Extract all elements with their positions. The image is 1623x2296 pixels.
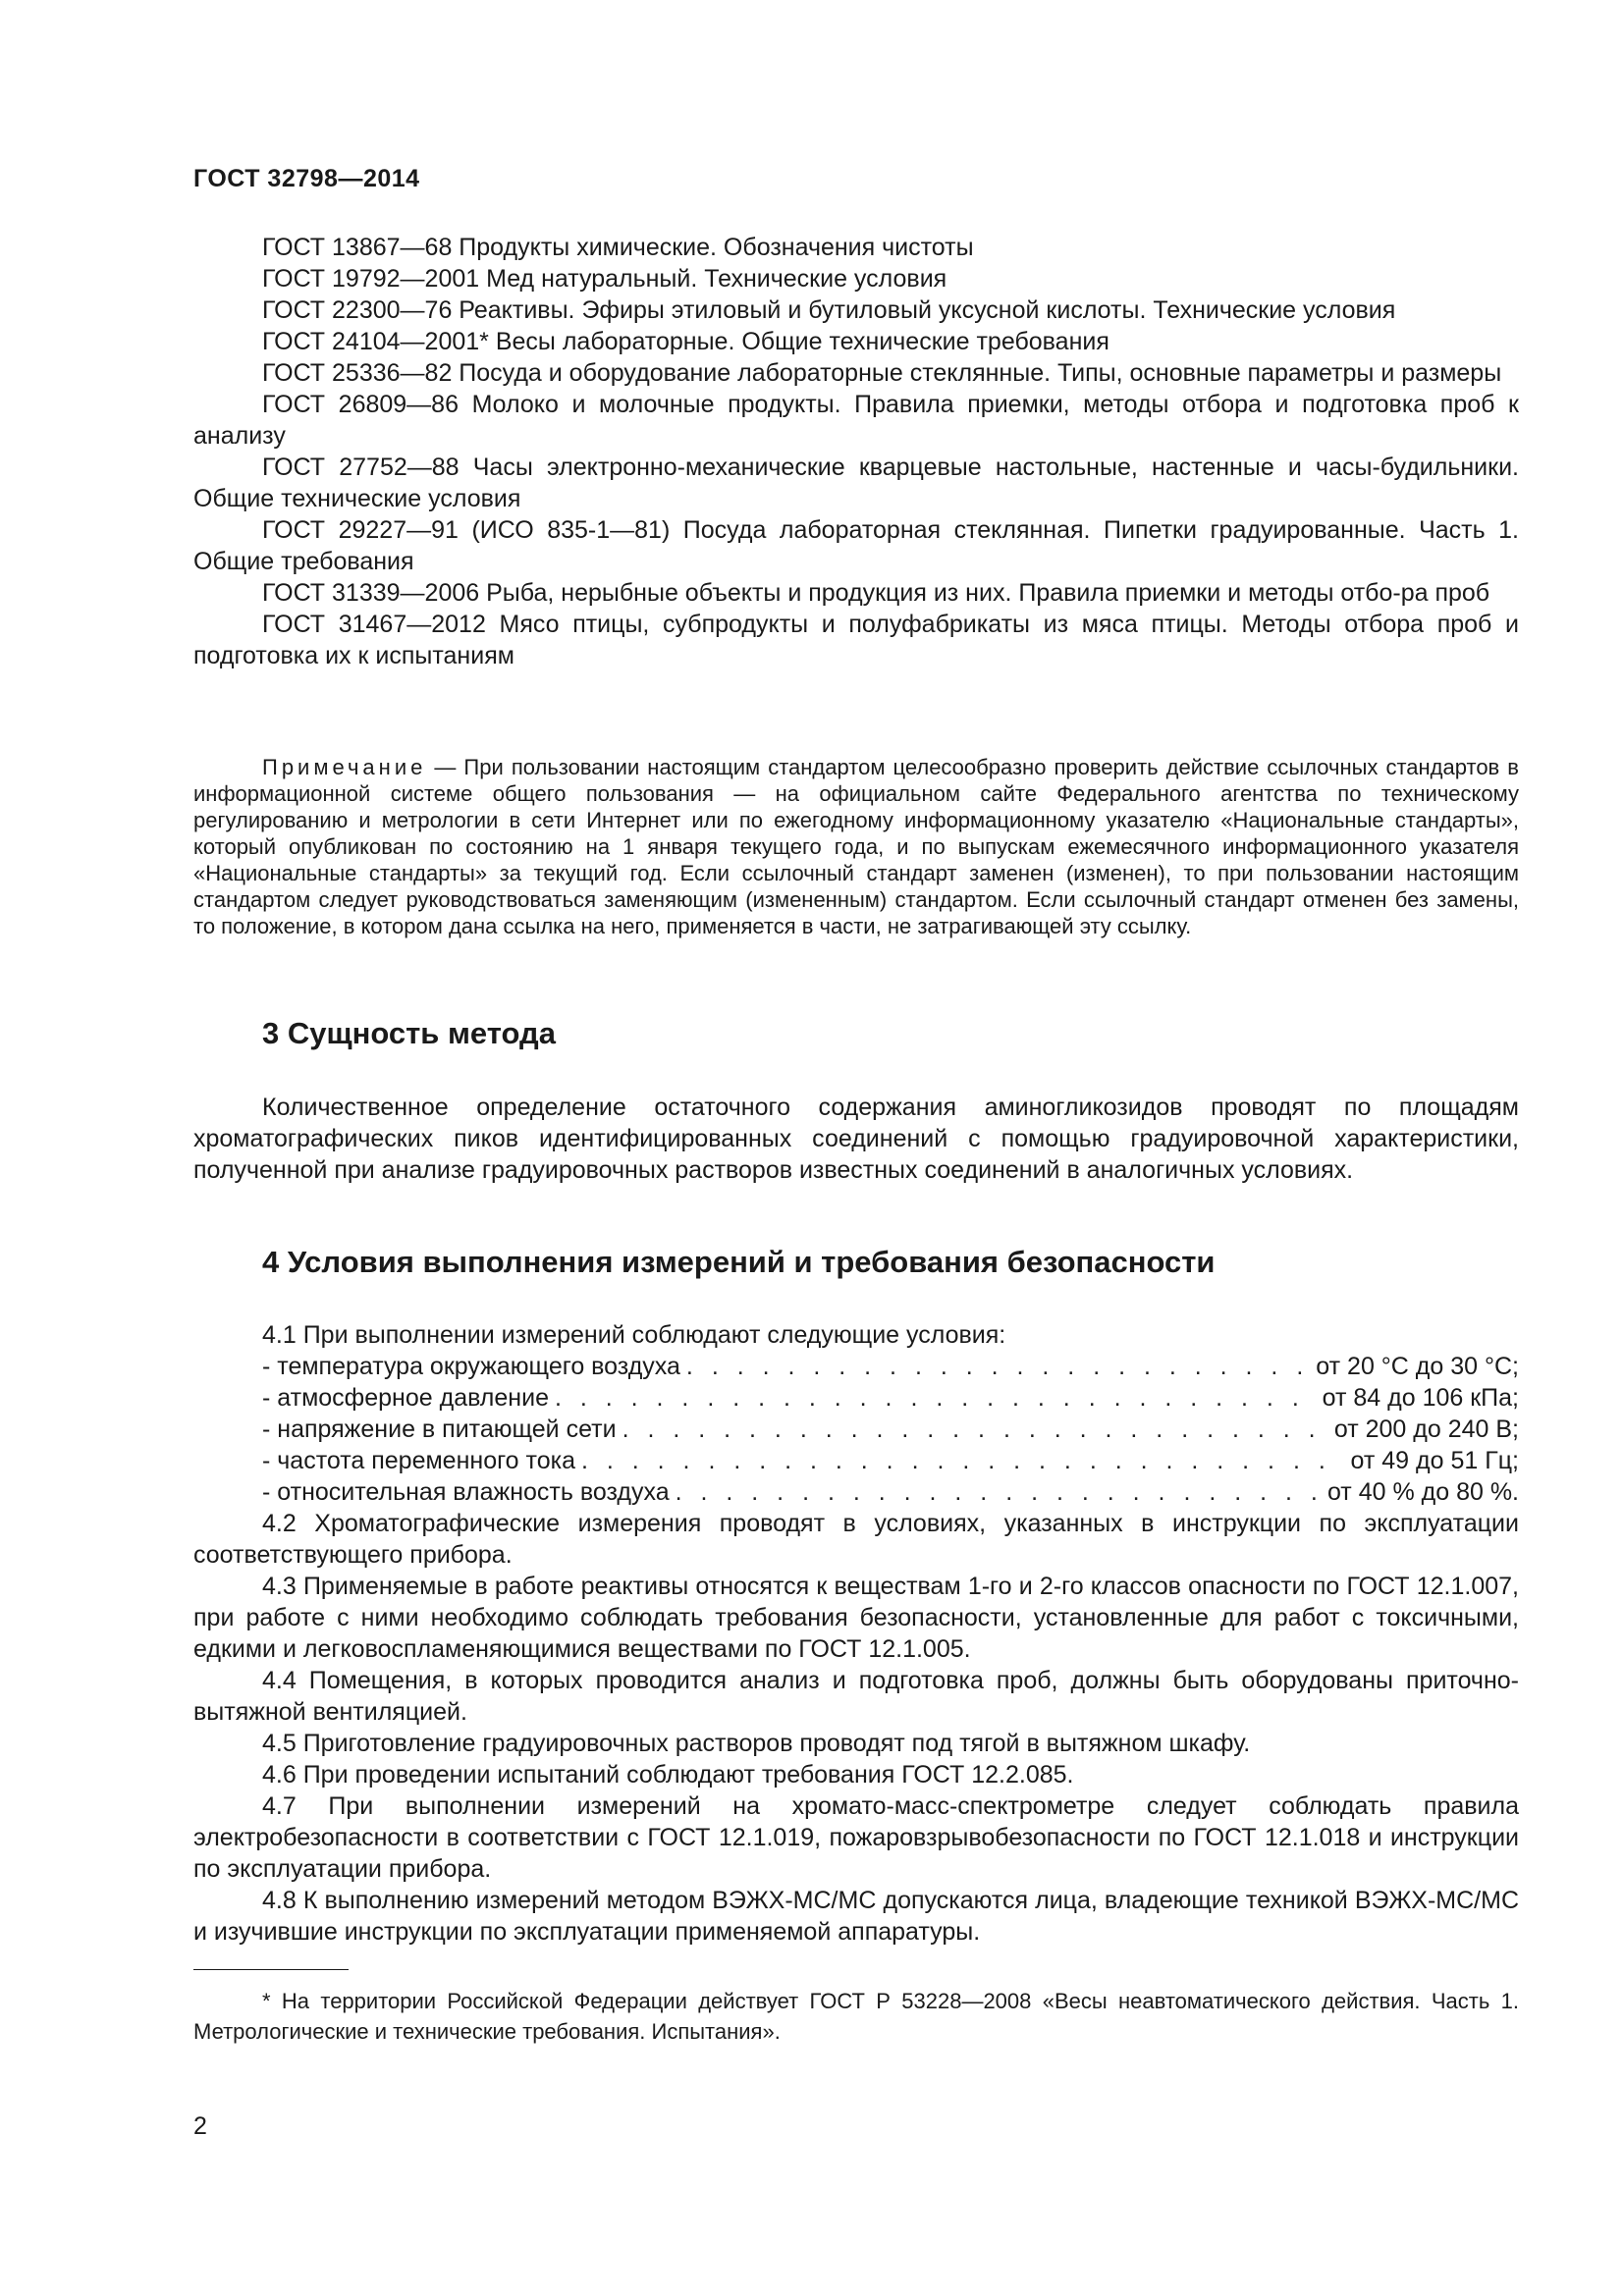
footnote-divider: [193, 1969, 349, 1970]
reference-item: ГОСТ 19792—2001 Мед натуральный. Технические условия: [262, 265, 947, 293]
condition-row: [262, 1414, 1519, 1445]
reference-item: ГОСТ 31339—2006 Рыба, нерыбные объекты и продукция из них. Правила приемки и методы отбо-ра проб: [262, 579, 1490, 607]
reference-item: ГОСТ 26809—86 Молоко и молочные продукты. Правила приемки, методы отбора и подготовка проб к анализу: [193, 391, 1519, 450]
dot-leader: [676, 1476, 1322, 1508]
condition-label: - атмосферное давление: [262, 1384, 549, 1412]
section-4-paragraph: 4.8 К выполнению измерений методом ВЭЖХ-МС/МС допускаются лица, владеющие техникой ВЭЖХ-МС/МС и изучившие инструкции по эксплуатации применяемой аппаратуры.: [193, 1887, 1519, 1946]
section-4-paragraph: 4.4 Помещения, в которых проводится анализ и подготовка проб, должны быть оборудованы приточно-вытяжной вентиляцией.: [193, 1667, 1519, 1726]
section-4-intro: 4.1 При выполнении измерений соблюдают следующие условия:: [262, 1321, 1006, 1349]
condition-row: [262, 1476, 1519, 1508]
condition-value: от 40 % до 80 %.: [1326, 1478, 1519, 1506]
condition-label: - напряжение в питающей сети: [262, 1415, 617, 1443]
section-4-paragraph: 4.2 Хроматографические измерения проводят в условиях, указанных в инструкции по эксплуатации соответствующего прибора.: [193, 1510, 1519, 1569]
footnote-text: * На территории Российской Федерации действует ГОСТ Р 53228—2008 «Весы неавтоматического действия. Часть 1. Метрологические и технические требования. Испытания».: [193, 1989, 1519, 2044]
section-4-paragraph: 4.5 Приготовление градуировочных растворов проводят под тягой в вытяжном шкафу.: [262, 1730, 1251, 1757]
reference-item: ГОСТ 24104—2001* Весы лабораторные. Общие технические требования: [262, 328, 1109, 355]
section-3-body: [193, 1092, 1519, 1186]
dot-leader: [555, 1382, 1317, 1414]
condition-row: [262, 1445, 1519, 1476]
normative-references: [193, 232, 1519, 671]
section-4-paragraph: 4.3 Применяемые в работе реактивы относятся к веществам 1-го и 2-го классов опасности по ГОСТ 12.1.007, при работе с ними необходимо соблюдать требования безопасности, установленные для работ с токсичными, едкими и легковоспламеняющимися веществами по ГОСТ 12.1.005.: [193, 1573, 1519, 1663]
dot-leader: [581, 1445, 1345, 1476]
section-4-heading: 4 Условия выполнения измерений и требования безопасности: [262, 1245, 1216, 1279]
dot-leader: [686, 1351, 1310, 1382]
section-4-paragraph: 4.6 При проведении испытаний соблюдают требования ГОСТ 12.2.085.: [262, 1761, 1074, 1789]
condition-label: - температура окружающего воздуха: [262, 1353, 680, 1380]
section-3-heading: 3 Сущность метода: [262, 1016, 556, 1050]
reference-item: ГОСТ 13867—68 Продукты химические. Обозначения чистоты: [262, 234, 974, 261]
condition-row: [262, 1382, 1519, 1414]
condition-row: [262, 1351, 1519, 1382]
note-block: [193, 754, 1519, 939]
reference-item: ГОСТ 31467—2012 Мясо птицы, субпродукты и полуфабрикаты из мяса птицы. Методы отбора проб и подготовка их к испытаниям: [193, 611, 1519, 669]
section-4-body: [193, 1319, 1519, 1948]
condition-label: - относительная влажность воздуха: [262, 1478, 670, 1506]
reference-item: ГОСТ 22300—76 Реактивы. Эфиры этиловый и бутиловый уксусной кислоты. Технические условия: [262, 296, 1396, 324]
reference-item: ГОСТ 27752—88 Часы электронно-механические кварцевые настольные, настенные и часы-будильники. Общие технические условия: [193, 454, 1519, 512]
page-number: 2: [193, 2112, 207, 2140]
condition-value: от 84 до 106 кПа;: [1322, 1384, 1519, 1412]
condition-value: от 200 до 240 В;: [1333, 1415, 1519, 1443]
note-text: — При пользовании настоящим стандартом целесообразно проверить действие ссылочных стандартов в информационной системе общего пользования — на официальном сайте Федерального агентства по техническому регулированию и метрологии в сети Интернет или по ежегодному информационному указателю «Национальные стандарты», который опубликован по состоянию на 1 января текущего года, и по выпускам ежемесячного информационного указателя «Национальные стандарты» за текущий год. Если ссылочный стандарт заменен (изменен), то при пользовании настоящим стандартом следует руководствоваться заменяющим (измененным) стандартом. Если ссылочный стандарт отменен без замены, то положение, в котором дана ссылка на него, применяется в части, не затрагивающей эту ссылку.: [193, 755, 1519, 938]
section-4-paragraph: 4.7 При выполнении измерений на хромато-масс-спектрометре следует соблюдать правила электробезопасности в соответствии с ГОСТ 12.1.019, пожаровзрывобезопасности по ГОСТ 12.1.018 и инструкции по эксплуатации прибора.: [193, 1792, 1519, 1883]
reference-item: ГОСТ 29227—91 (ИСО 835-1—81) Посуда лабораторная стеклянная. Пипетки градуированные. Часть 1. Общие требования: [193, 516, 1519, 575]
reference-item: ГОСТ 25336—82 Посуда и оборудование лабораторные стеклянные. Типы, основные параметры и размеры: [262, 359, 1502, 387]
note-label: Примечание: [262, 755, 427, 779]
condition-value: от 20 °С до 30 °С;: [1316, 1353, 1519, 1380]
condition-label: - частота переменного тока: [262, 1447, 575, 1474]
condition-value: от 49 до 51 Гц;: [1350, 1447, 1519, 1474]
dot-leader: [622, 1414, 1328, 1445]
page-header: ГОСТ 32798—2014: [193, 165, 420, 192]
section-3-text: Количественное определение остаточного содержания аминогликозидов проводят по площадям хроматографических пиков идентифицированных соединений с помощью градуировочной характеристики, полученной при анализе градуировочных растворов известных соединений в аналогичных условиях.: [193, 1094, 1519, 1184]
footnote-block: [193, 1986, 1519, 2047]
note-paragraph: [193, 754, 1519, 939]
